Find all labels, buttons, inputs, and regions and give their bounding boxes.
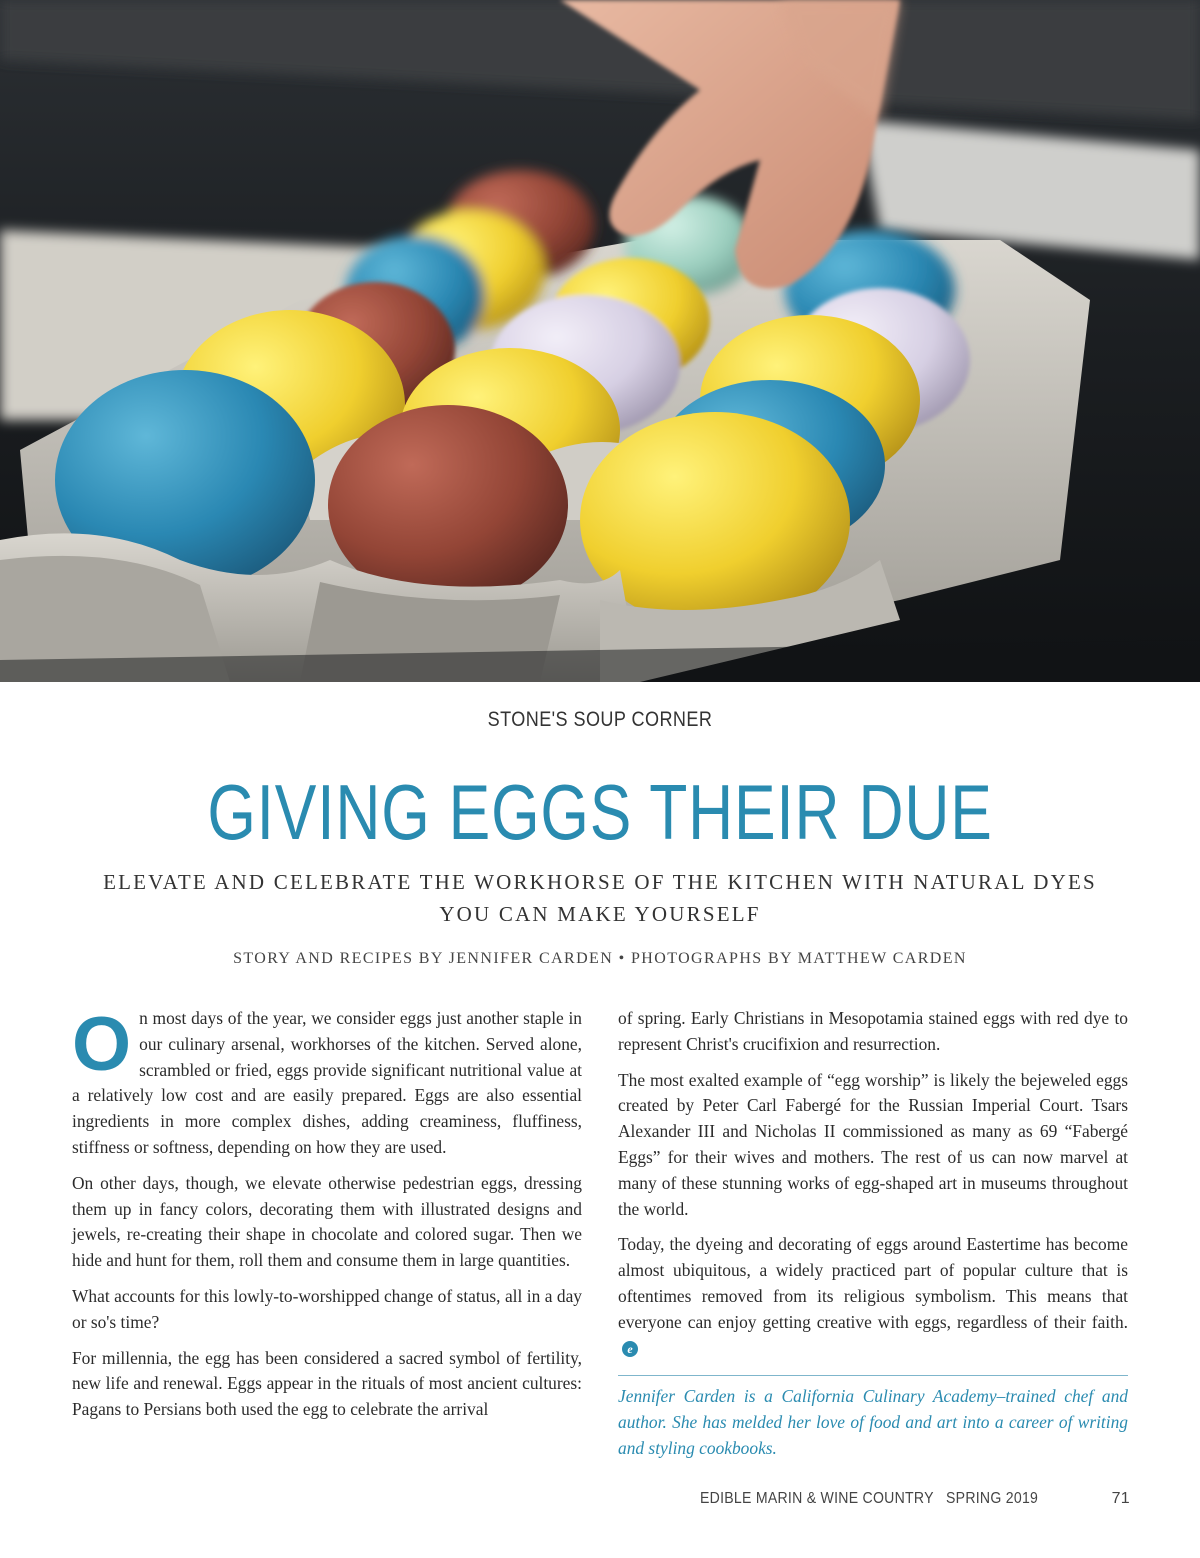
paragraph-final bbox=[618, 1232, 1128, 1361]
paragraph-continued: of spring. Early Christians in Mesopotamia stained eggs with red dye to represent Christ's crucifixion and resurrection. bbox=[618, 1008, 1128, 1054]
paragraph-intro bbox=[72, 1002, 582, 1161]
page-footer bbox=[700, 1490, 1130, 1508]
paragraph: The most exalted example of “egg worship” is likely the bejeweled eggs created by Peter Carl Fabergé for the Russian Imperial Court. Tsars Alexander III and Nicholas II commissioned as many as 69 “Fabergé Eggs” for their wives and mothers. The rest of us can now marvel at many of these stunning works of egg-shaped art in museums throughout the world. bbox=[618, 1069, 1128, 1219]
article-column-left bbox=[72, 1002, 582, 1433]
drop-cap: O bbox=[72, 1002, 132, 1087]
paragraph-text: n most days of the year, we consider eggs just another staple in our culinary arsenal, workhorses of the kitchen. Served alone, scrambled or fried, eggs provide significant nutritional value at a relatively low cost and are easily prepared. Eggs are also essential ingredients in more complex dishes, adding creaminess, fluffiness, stiffness or softness, depending on how they are used. bbox=[72, 1008, 582, 1157]
page-number: 71 bbox=[1111, 1490, 1130, 1507]
byline: STORY AND RECIPES BY JENNIFER CARDEN • PHOTOGRAPHS BY MATTHEW CARDEN bbox=[233, 950, 967, 967]
article-subtitle: ELEVATE AND CELEBRATE THE WORKHORSE OF THE KITCHEN WITH NATURAL DYES YOU CAN MAKE YOURSELF bbox=[103, 870, 1097, 926]
section-kicker: STONE'S SOUP CORNER bbox=[487, 708, 713, 731]
dyed-eggs-in-carton-photo bbox=[0, 0, 1200, 682]
paragraph: On other days, though, we elevate otherwise pedestrian eggs, dressing them up in fancy colors, decorating them with illustrated designs and jewels, re-creating their shape in chocolate and colored sugar. Then we hide and hunt for them, roll them and consume them in large quantities. bbox=[72, 1172, 582, 1271]
paragraph: What accounts for this lowly-to-worshipped change of status, all in a day or so's time? bbox=[72, 1285, 582, 1332]
end-mark-icon: e bbox=[622, 1341, 638, 1357]
publication-name: EDIBLE MARIN & WINE COUNTRY SPRING 2019 bbox=[700, 1490, 1039, 1507]
bio-divider bbox=[618, 1375, 1128, 1376]
article-title: GIVING EGGS THEIR DUE bbox=[207, 768, 993, 856]
paragraph-text: Today, the dyeing and decorating of eggs around Eastertime has become almost ubiquitous, a widely practiced part of popular culture that is oftentimes removed from its religious symbolism. This means that everyone can enjoy getting creative with eggs, regardless of their faith. bbox=[618, 1234, 1128, 1332]
paragraph: For millennia, the egg has been considered a sacred symbol of fertility, new life and renewal. Eggs appear in the rituals of most ancient cultures: Pagans to Persians both used the egg to celebrate the arrival bbox=[72, 1347, 582, 1420]
article-column-right bbox=[618, 1006, 1128, 1472]
hero-photo bbox=[0, 0, 1200, 682]
author-bio: Jennifer Carden is a California Culinary Academy–trained chef and author. She has melded her love of food and art into a career of writing and styling cookbooks. bbox=[618, 1386, 1128, 1458]
